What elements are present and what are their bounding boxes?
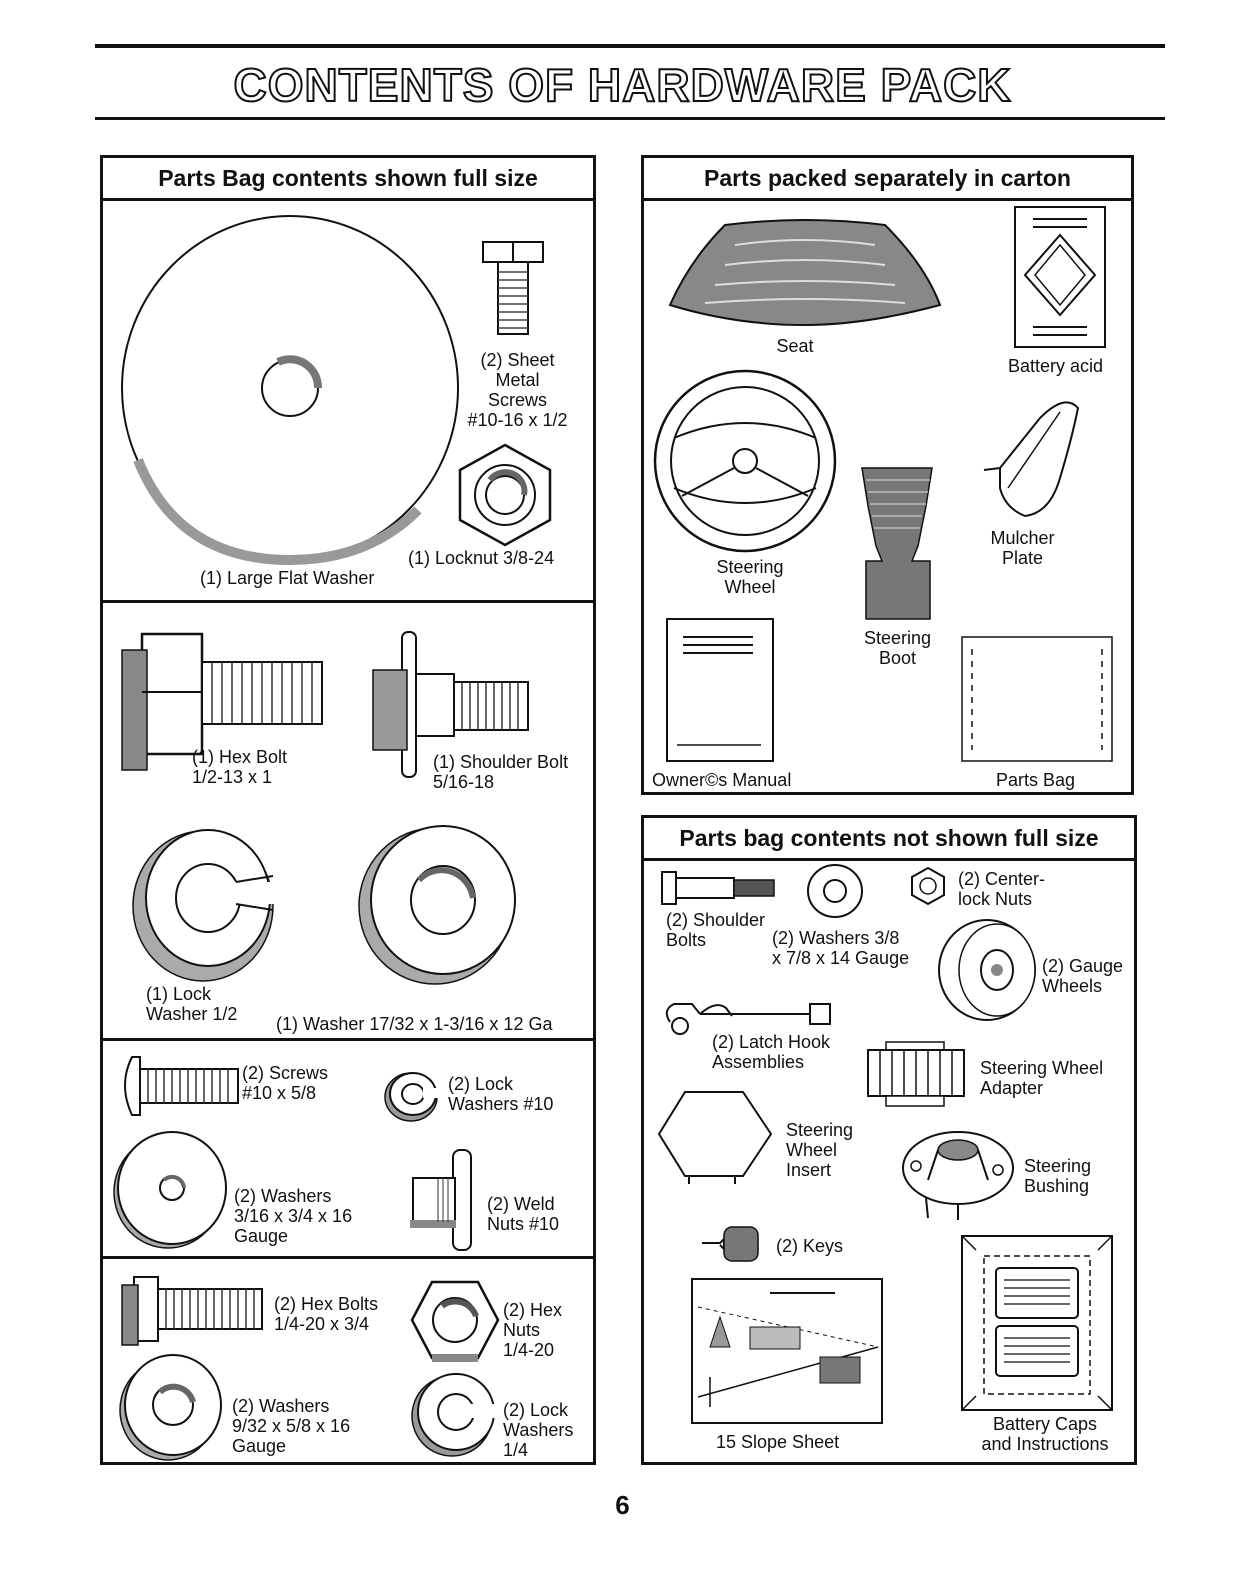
large-flat-washer-label: (1) Large Flat Washer	[200, 568, 375, 588]
washers-9-32-label: (2) Washers 9/32 x 5/8 x 16 Gauge	[232, 1396, 351, 1456]
center-lock-nuts-label: (2) Center- lock Nuts	[958, 869, 1046, 909]
mulcher-plate-label: Mulcher Plate	[990, 528, 1055, 568]
sheet-metal-screws-label: (2) Sheet Metal Screws #10-16 x 1/2	[467, 350, 568, 430]
lock-washer-icon	[128, 818, 278, 983]
washer-small-icon	[805, 862, 865, 920]
weld-nut-icon	[408, 1148, 478, 1253]
steering-wheel-adapter-icon	[858, 1040, 973, 1110]
hex-nuts-label: (2) Hex Nuts 1/4-20	[503, 1300, 563, 1360]
battery-caps-icon	[960, 1234, 1115, 1414]
screw-icon	[118, 1055, 243, 1120]
hex-bolts-icon	[120, 1275, 270, 1345]
washer-3-16-icon	[112, 1130, 232, 1250]
shoulder-bolt-label: (1) Shoulder Bolt 5/16-18	[433, 752, 569, 792]
section-divider	[103, 1256, 593, 1259]
gauge-wheels-label: (2) Gauge Wheels	[1042, 956, 1124, 996]
steering-wheel-insert-icon	[655, 1088, 775, 1188]
washer-icon	[355, 818, 525, 988]
parts-bag-label: Parts Bag	[996, 770, 1076, 790]
locknut-icon	[450, 440, 560, 550]
latch-hook-label: (2) Latch Hook Assemblies	[712, 1032, 831, 1072]
battery-caps-label: Battery Caps and Instructions	[981, 1414, 1109, 1454]
top-rule	[95, 44, 1165, 48]
shoulder-bolt-small-icon	[660, 868, 778, 908]
page-number: 6	[615, 1490, 630, 1520]
steering-wheel-adapter-label: Steering Wheel Adapter	[980, 1058, 1104, 1098]
steering-wheel-icon	[652, 368, 842, 558]
center-lock-nut-icon	[908, 866, 948, 906]
lock-washer-10-icon	[383, 1067, 443, 1123]
shoulder-bolts-label: (2) Shoulder Bolts	[666, 910, 766, 950]
hex-bolts-label: (2) Hex Bolts 1/4-20 x 3/4	[274, 1294, 379, 1334]
lock-washer-label: (1) Lock Washer 1/2	[146, 984, 238, 1024]
gauge-wheel-icon	[935, 915, 1045, 1025]
battery-acid-label: Battery acid	[1008, 356, 1104, 376]
seat-icon	[665, 215, 945, 330]
steering-wheel-label: Steering Wheel	[716, 557, 784, 597]
screws-10-label: (2) Screws #10 x 5/8	[242, 1063, 329, 1103]
slope-sheet-icon	[690, 1277, 885, 1425]
hex-bolt-label: (1) Hex Bolt 1/2-13 x 1	[192, 747, 288, 787]
keys-label: (2) Keys	[776, 1236, 844, 1256]
slope-sheet-label: 15 Slope Sheet	[716, 1432, 840, 1452]
mulcher-plate-icon	[980, 398, 1095, 523]
owners-manual-label: Owner©s Manual	[652, 770, 792, 790]
steering-bushing-label: Steering Bushing	[1024, 1156, 1092, 1196]
left-panel-header: Parts Bag contents shown full size	[103, 158, 593, 201]
right-top-panel-header: Parts packed separately in carton	[644, 158, 1131, 201]
battery-acid-icon	[1013, 205, 1108, 350]
washers-3-16-label: (2) Washers 3/16 x 3/4 x 16 Gauge	[234, 1186, 353, 1246]
page-title: CONTENTS OF HARDWARE PACK	[233, 59, 1012, 111]
lock-washers-1-4-label: (2) Lock Washers 1/4	[503, 1400, 574, 1460]
lock-washers-10-label: (2) Lock Washers #10	[448, 1074, 554, 1114]
steering-bushing-icon	[898, 1118, 1018, 1223]
steering-wheel-insert-label: Steering Wheel Insert	[786, 1120, 854, 1180]
lock-washer-1-4-icon	[410, 1368, 500, 1458]
key-icon	[700, 1225, 762, 1263]
washer-9-32-icon	[118, 1352, 228, 1462]
weld-nuts-label: (2) Weld Nuts #10	[487, 1194, 560, 1234]
latch-hook-icon	[660, 996, 835, 1036]
hex-nut-icon	[410, 1280, 500, 1365]
washer-label: (1) Washer 17/32 x 1-3/16 x 12 Ga	[276, 1014, 553, 1034]
owners-manual-icon	[665, 617, 777, 765]
seat-label: Seat	[776, 336, 814, 356]
steering-boot-label: Steering Boot	[863, 628, 932, 668]
section-divider	[103, 1038, 593, 1041]
large-flat-washer-icon	[118, 210, 458, 580]
washers-3-8-label: (2) Washers 3/8 x 7/8 x 14 Gauge	[772, 928, 910, 968]
section-divider	[103, 600, 593, 603]
parts-bag-icon	[960, 635, 1115, 765]
sheet-metal-screw-icon	[478, 240, 548, 340]
right-bottom-panel-header: Parts bag contents not shown full size	[644, 818, 1134, 861]
title-rule	[95, 117, 1165, 120]
steering-boot-icon	[860, 466, 935, 621]
locknut-label: (1) Locknut 3/8-24	[408, 548, 555, 568]
